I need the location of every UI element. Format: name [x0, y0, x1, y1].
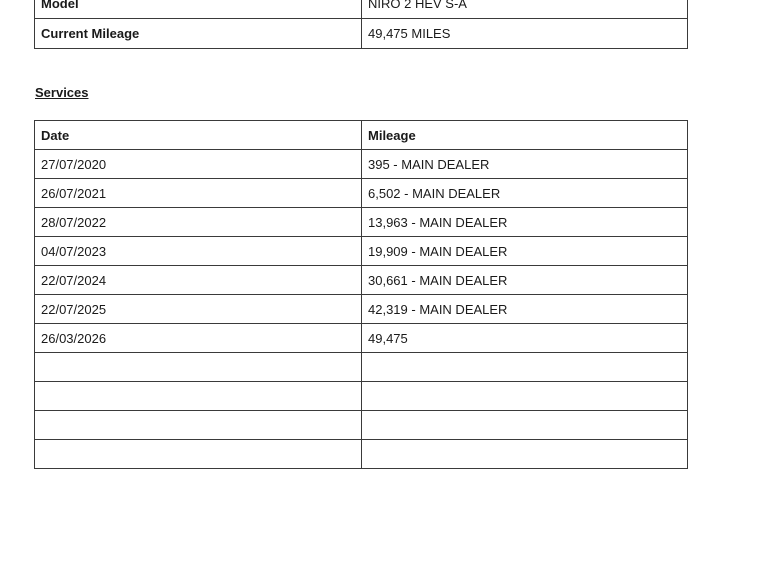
service-date-cell: 26/03/2026: [35, 324, 362, 353]
table-row: [35, 179, 688, 208]
service-mileage-cell: [362, 382, 688, 411]
service-mileage-cell: 19,909 - MAIN DEALER: [362, 237, 688, 266]
service-mileage-cell: 13,963 - MAIN DEALER: [362, 208, 688, 237]
service-date-cell: [35, 382, 362, 411]
service-date-cell: [35, 440, 362, 469]
vehicle-details-table: [34, 0, 688, 49]
table-row: [35, 0, 688, 19]
table-row: [35, 237, 688, 266]
table-row: [35, 150, 688, 179]
mileage-column-header: Mileage: [362, 121, 688, 150]
date-column-header: Date: [35, 121, 362, 150]
table-row: [35, 19, 688, 49]
table-row-empty: [35, 382, 688, 411]
table-row: [35, 266, 688, 295]
service-mileage-cell: 42,319 - MAIN DEALER: [362, 295, 688, 324]
service-mileage-cell: [362, 411, 688, 440]
table-row: [35, 208, 688, 237]
service-date-cell: [35, 411, 362, 440]
service-date-cell: 27/07/2020: [35, 150, 362, 179]
model-label: Model: [35, 0, 362, 19]
current-mileage-label: Current Mileage: [35, 19, 362, 49]
table-row-empty: [35, 411, 688, 440]
service-mileage-cell: [362, 353, 688, 382]
service-date-cell: [35, 353, 362, 382]
service-mileage-cell: 30,661 - MAIN DEALER: [362, 266, 688, 295]
service-mileage-cell: 49,475: [362, 324, 688, 353]
service-date-cell: 26/07/2021: [35, 179, 362, 208]
services-table: [34, 120, 688, 469]
service-mileage-cell: 6,502 - MAIN DEALER: [362, 179, 688, 208]
model-value: NIRO 2 HEV S-A: [362, 0, 688, 19]
service-date-cell: 04/07/2023: [35, 237, 362, 266]
service-mileage-cell: [362, 440, 688, 469]
services-heading: Services: [35, 85, 89, 100]
service-date-cell: 22/07/2024: [35, 266, 362, 295]
service-date-cell: 28/07/2022: [35, 208, 362, 237]
table-row-empty: [35, 353, 688, 382]
table-row: [35, 295, 688, 324]
table-header-row: [35, 121, 688, 150]
table-row-empty: [35, 440, 688, 469]
service-mileage-cell: 395 - MAIN DEALER: [362, 150, 688, 179]
current-mileage-value: 49,475 MILES: [362, 19, 688, 49]
table-row: [35, 324, 688, 353]
service-date-cell: 22/07/2025: [35, 295, 362, 324]
